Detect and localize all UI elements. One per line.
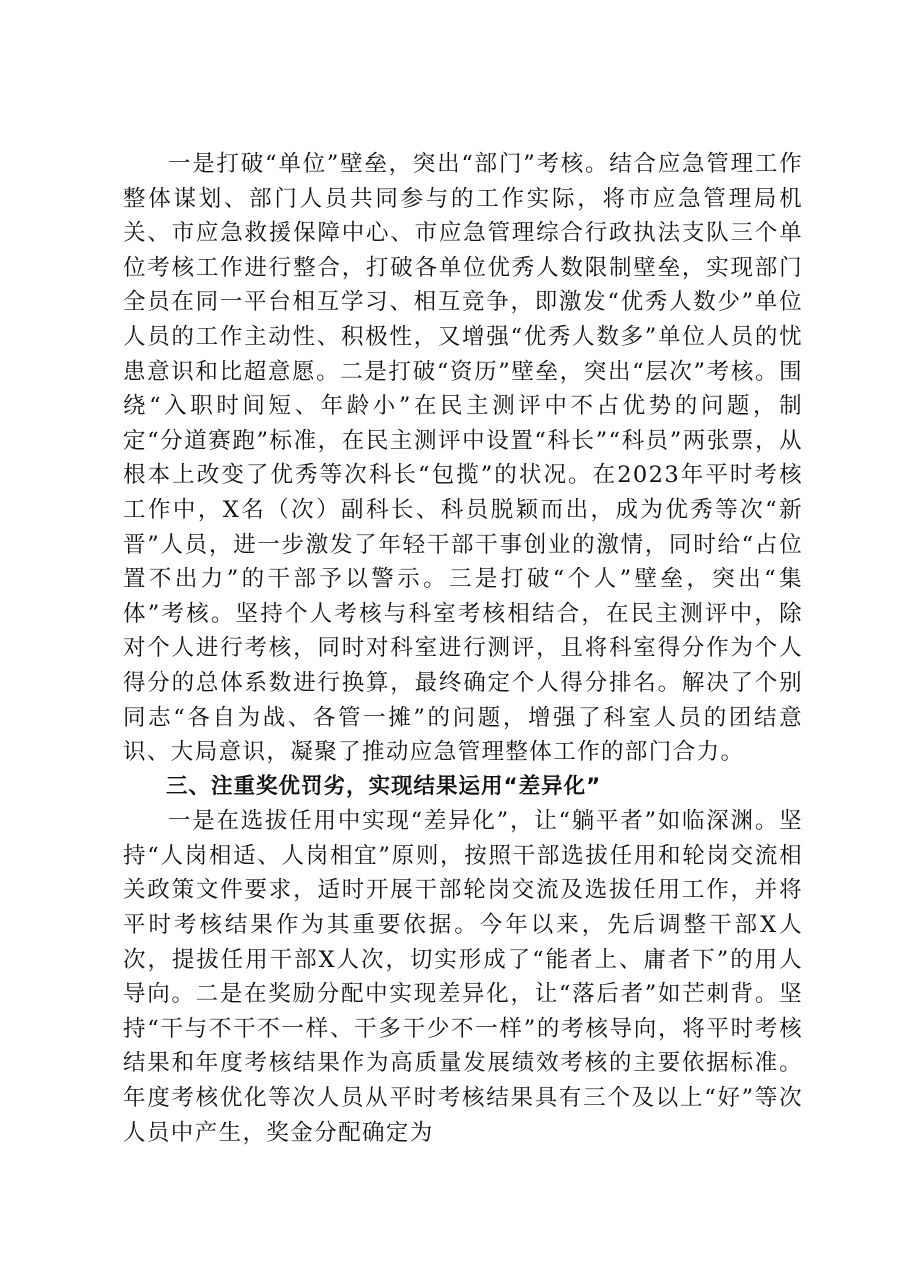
document-body	[123, 147, 803, 1150]
body-paragraph: 一是打破“单位”壁垒，突出“部门”考核。结合应急管理工作整体谋划、部门人员共同参与的工作实际，将市应急管理局机关、市应急救援保障中心、市应急管理综合行政执法支队三个单位考核工作进行整合，打破各单位优秀人数限制壁垒，实现部门全员在同一平台相互学习、相互竞争，即激发“优秀人数少”单位人员的工作主动性、积极性，又增强“优秀人数多”单位人员的忧患意识和比超意愿。二是打破“资历”壁垒，突出“层次”考核。围绕“入职时间短、年龄小”在民主测评中不占优势的问题，制定“分道赛跑”标准，在民主测评中设置“科长”“科员”两张票，从根本上改变了优秀等次科长“包揽”的状况。在2023年平时考核工作中，X名（次）副科长、科员脱颖而出，成为优秀等次“新晋”人员，进一步激发了年轻干部干事创业的激情，同时给“占位置不出力”的干部予以警示。三是打破“个人”壁垒，突出“集体”考核。坚持个人考核与科室考核相结合，在民主测评中，除对个人进行考核，同时对科室进行测评，且将科室得分作为个人得分的总体系数进行换算，最终确定个人得分排名。解决了个别同志“各自为战、各管一摊”的问题，增强了科室人员的团结意识、大局意识，凝聚了推动应急管理整体工作的部门合力。	[123, 151, 803, 766]
body-paragraph: 一是在选拔任用中实现“差异化”，让“躺平者”如临深渊。坚持“人岗相适、人岗相宜”原则，按照干部选拔任用和轮岗交流相关政策文件要求，适时开展干部轮岗交流及选拔任用工作，并将平时考核结果作为其重要依据。今年以来，先后调整干部X人次，提拔任用干部X人次，切实形成了“能者上、庸者下”的用人导向。二是在奖励分配中实现差异化，让“落后者”如芒刺背。坚持“干与不干不一样、干多干少不一样”的考核导向，将平时考核结果和年度考核结果作为高质量发展绩效考核的主要依据标准。年度考核优化等次人员从平时考核结果具有三个及以上“好”等次人员中产生，奖金分配确定为	[123, 808, 803, 1146]
section-heading: 三、注重奖优罚劣，实现结果运用“差异化”	[166, 773, 602, 799]
